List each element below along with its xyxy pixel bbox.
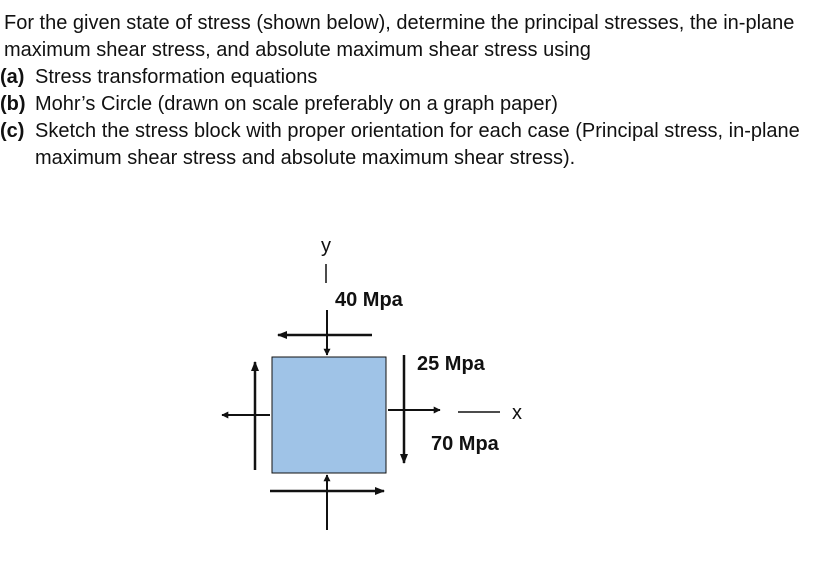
- problem-intro: For the given state of stress (shown below), determine the principal stresses, the in-plane maximum shear stress, and absolute maximum shear stress using: [4, 12, 795, 61]
- item-b-label: (b): [0, 93, 26, 115]
- y-axis-label: y: [321, 235, 331, 257]
- question-item-b: [0, 91, 819, 118]
- stress-block: [272, 357, 386, 473]
- item-a-text: Stress transformation equations: [35, 66, 318, 88]
- question-item-c: [0, 118, 819, 172]
- x-axis-label: x: [512, 402, 522, 424]
- problem-statement: [0, 10, 819, 172]
- item-a-label: (a): [0, 66, 25, 88]
- item-c-text: Sketch the stress block with proper orientation for each case (Principal stress, in-plane maximum shear stress and absolute maximum shear stress).: [35, 120, 800, 169]
- stress-element-diagram: [200, 235, 540, 575]
- stress-element-figure: [200, 235, 540, 575]
- item-c-label: (c): [0, 120, 25, 142]
- question-item-a: [0, 64, 819, 91]
- shear-stress-label: 25 Mpa: [417, 353, 485, 375]
- normal-stress-x-label: 70 Mpa: [431, 433, 499, 455]
- item-b-text: Mohr’s Circle (drawn on scale preferably on a graph paper): [35, 93, 558, 115]
- normal-stress-y-label: 40 Mpa: [335, 289, 403, 311]
